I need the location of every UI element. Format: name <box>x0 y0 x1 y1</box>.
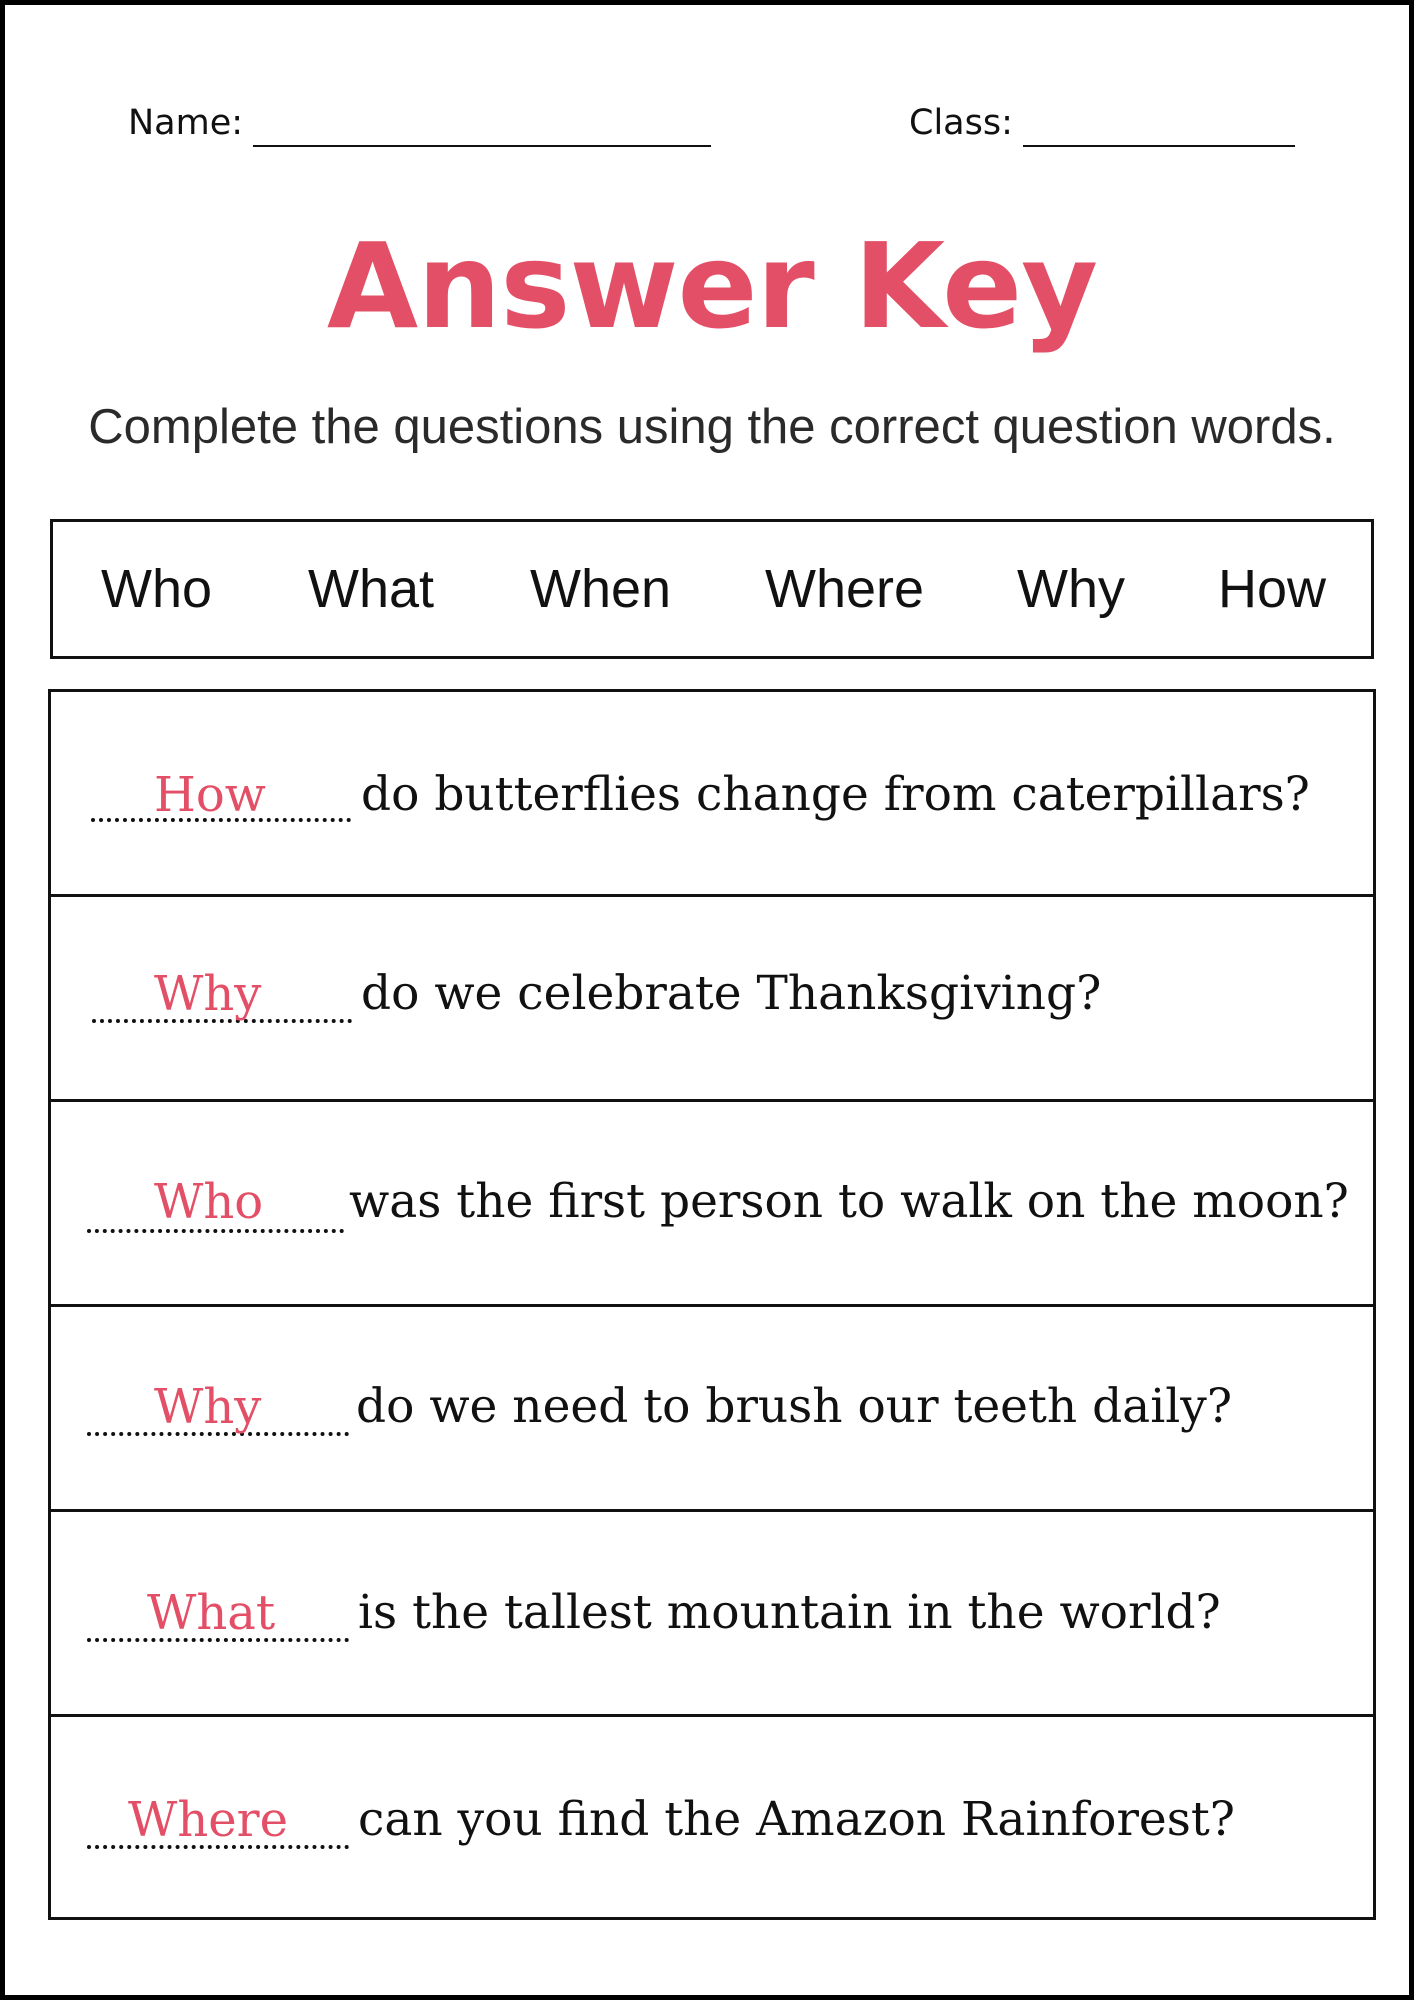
question-text: can you find the Amazon Rainforest? <box>358 1792 1235 1847</box>
question-text: was the first person to walk on the moon? <box>349 1174 1349 1229</box>
name-blank-line <box>253 105 711 147</box>
word-bank-how: How <box>1218 559 1327 619</box>
question-row <box>51 1304 1373 1509</box>
question-row <box>51 1099 1373 1304</box>
class-label: Class: <box>909 103 1013 143</box>
instructions: Complete the questions using the correct question words. <box>88 400 1336 454</box>
word-bank-when: When <box>530 559 672 619</box>
questions-table <box>48 689 1376 1920</box>
word-bank-what: What <box>308 559 435 619</box>
answer-text: What <box>147 1585 276 1641</box>
word-bank-where: Where <box>765 559 925 619</box>
page-title: Answer Key <box>326 217 1098 355</box>
answer-text: Where <box>128 1792 289 1848</box>
word-bank <box>50 519 1374 659</box>
name-field <box>128 97 711 147</box>
answer-text: Why <box>154 966 262 1022</box>
question-text: do butterflies change from caterpillars? <box>361 767 1310 822</box>
question-row <box>51 1509 1373 1714</box>
answer-text: How <box>154 767 266 823</box>
question-row <box>51 692 1373 897</box>
question-text: do we celebrate Thanksgiving? <box>361 966 1102 1021</box>
answer-text: Why <box>154 1379 262 1435</box>
name-label: Name: <box>128 103 244 143</box>
question-row <box>51 1714 1373 1919</box>
question-row <box>51 894 1373 1099</box>
question-text: is the tallest mountain in the world? <box>358 1585 1221 1640</box>
class-blank-line <box>1023 105 1295 147</box>
word-bank-who: Who <box>101 559 213 619</box>
class-field <box>909 97 1295 147</box>
answer-text: Who <box>154 1174 264 1230</box>
word-bank-why: Why <box>1017 559 1125 619</box>
question-text: do we need to brush our teeth daily? <box>356 1379 1233 1434</box>
